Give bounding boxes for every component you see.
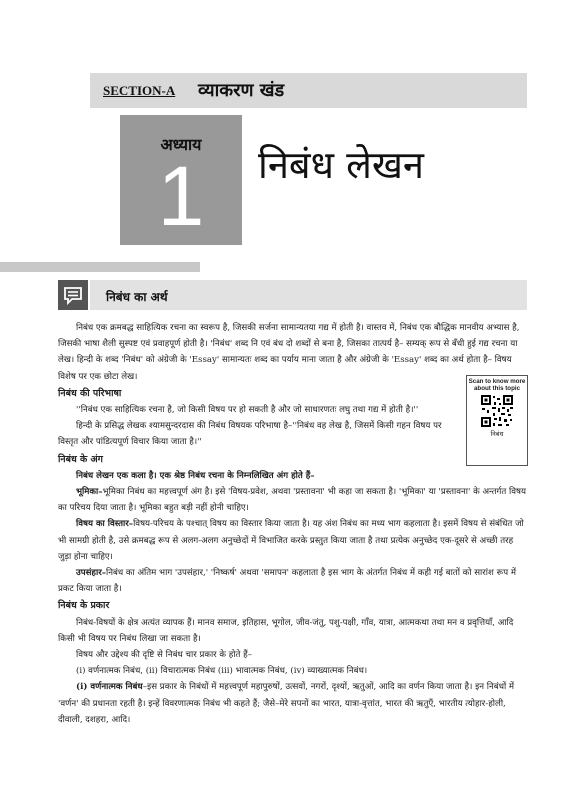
bhumika-term: भूमिका– [76, 487, 103, 498]
varnanatmak-paragraph [58, 679, 528, 728]
bhumika-text: भूमिका निबंध का महत्त्वपूर्ण अंग है। इसे 'विषय-प्रवेश, अथवा 'प्रस्तावना' भी कहा जा सकता है। 'भूमिका' या 'प्रस्तावना' के अन्तर्गत विषय का परिचय दिया जाता है। भूमिका बहुत बड़ी नहीं होनी चाहिए। [58, 487, 526, 514]
upsanhar-term: उपसंहार– [76, 568, 107, 579]
varnanatmak-term: (i) वर्णनात्मक निबंध [76, 682, 143, 693]
vistar-paragraph [58, 516, 528, 565]
divider-bar [0, 262, 200, 272]
intro-paragraph: निबंध एक क्रमबद्ध साहित्यिक रचना का स्वरूप है, जिसकी सर्जना सामान्यतया गद्य में होती है। वास्तव में, निबंध एक बौद्धिक मानवीय अभ्यास है, जिसकी भाषा शैली सुस्पष्ट एवं प्रवाहपूर्ण होती है। 'निबंध' शब्द नि एवं बंध दो शब्दों से बना है, जिसका तात्पर्य है– सम्यक् रूप से बँधी हुई गद्य रचना या लेख। हिन्दी के शब्द 'निबंध' को अंग्रेजी के 'Essay' सामान्यतः शब्द का पर्याय माना जाता है और अंग्रेजी के 'Essay' शब्द का अर्थ होता है– विषय विशेष पर एक छोटा लेख। [58, 323, 520, 382]
parts-heading: निबंध के अंग [58, 453, 103, 465]
qr-label: निबंध [490, 430, 504, 438]
vistar-text: विषय-परिचय के पश्चात् विषय का विस्तार किया जाता है। यह अंश निबंध का मध्य भाग कहलाता है। इसमें विषय से संबंधित जो भी सामग्री होती है, उसे क्रमबद्ध रूप से अलग-अलग अनुच्छेदों में विभाजित करके प्रस्तुत किया जाता है तथा प्रत्येक अनुच्छेद एक-दूसरे से अच्छी तरह जुड़ा होना चाहिए। [58, 519, 524, 562]
qr-caption: Scan to know more about this topic [468, 378, 526, 392]
chapter-number: 1 [157, 149, 205, 243]
upsanhar-paragraph [58, 565, 528, 597]
upsanhar-text: निबंध का अंतिम भाग 'उपसंहार,' 'निष्कर्ष' अथवा 'समापन' कहलाता है इस भाग के अंतर्गत निबंध में कही गई बातों को सारांश रूप में प्रकट किया जाता है। [58, 568, 516, 595]
body-content [58, 320, 528, 728]
vistar-term: विषय का विस्तार– [76, 519, 134, 530]
parts-lead-text: निबंध लेखन एक कला है। एक श्रेष्ठ निबंध रचना के निम्नलिखित अंग होते हैं– [76, 470, 315, 481]
section-label: SECTION-A [103, 83, 176, 98]
types-paragraph-1: निबंध-विषयों के क्षेत्र अत्यंत व्यापक हैं। मानव समाज, इतिहास, भूगोल, जीव-जंतु, पशु-पक्षी, गाँव, यात्रा, आत्मकथा तथा मन व प्रवृत्तियाँ, आदि किसी भी विषय पर निबंध लिखा जा सकता है। [58, 617, 514, 644]
section-title: व्याकरण खंड [198, 80, 285, 101]
types-heading: निबंध के प्रकार [58, 600, 110, 612]
definition-paragraph-1: ''निबंध एक साहित्यिक रचना है, जो किसी विषय पर हो सकती है और जो साधारणतः लघु तथा गद्य में होती है।'' [76, 405, 419, 416]
varnanatmak-text: –इस प्रकार के निबंधों में महत्त्वपूर्ण महापुरुषों, उत्सवों, नगरों, दृश्यों, ऋतुओं, आदि का वर्णन किया जाता है। इन निबंधों में 'वर्णन' की प्रधानता रहती है। इन्हें विवरणात्मक निबंध भी कहते हैं; जैसे–मेरे सपनों का भारत, यात्रा-वृत्तांत, भारत की ऋतुएँ, भारतीय त्योहार-होली, दीवाली, दशहरा, आदि। [58, 682, 515, 725]
parts-lead [58, 468, 528, 484]
note-icon [58, 280, 88, 310]
definition-paragraph-2: हिन्दी के प्रसिद्ध लेखक श्यामसुन्दरदास की निबंध विषयक परिभाषा है–''निबंध वह लेख है, जिसमें किसी गहन विषय पर विस्तृत और पांडित्यपूर्ण विचार किया जाता है।'' [58, 421, 442, 448]
types-paragraph-2: विषय और उद्देश्य की दृष्टि से निबंध चार प्रकार के होते हैं– [76, 650, 253, 661]
definition-heading: निबंध की परिभाषा [58, 387, 122, 399]
chapter-title: निबंध लेखन [258, 143, 425, 187]
types-list: (i) वर्णनात्मक निबंध, (ii) विचारात्मक निबंध (iii) भावात्मक निबंध, (iv) व्याख्यात्मक निबंध। [76, 666, 368, 677]
topic-title: निबंध का अर्थ [106, 290, 168, 304]
bhumika-paragraph [58, 484, 528, 516]
chapter-word: अध्याय [160, 135, 202, 154]
